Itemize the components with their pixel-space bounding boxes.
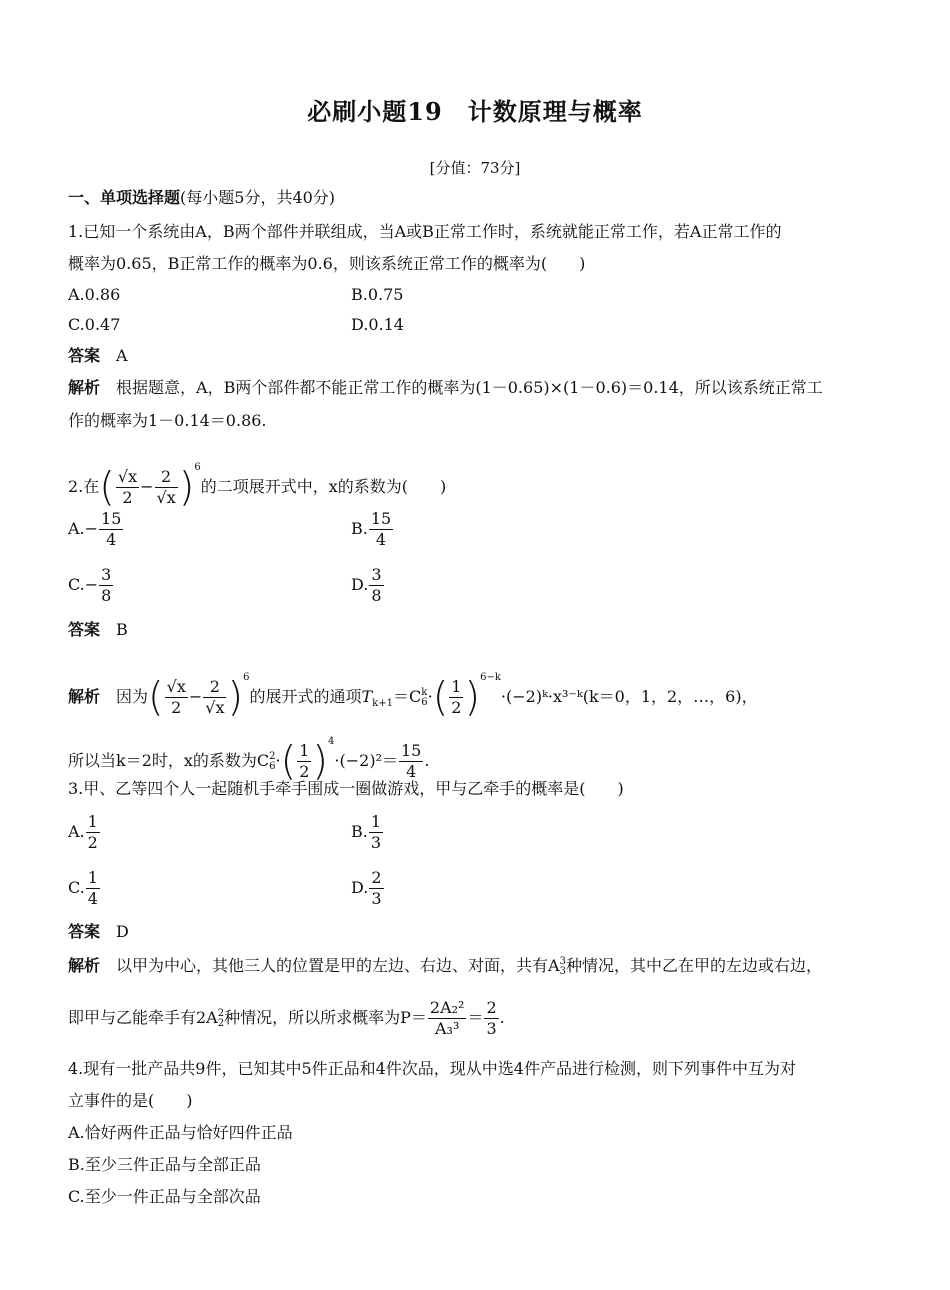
- option-label: D.: [351, 575, 369, 594]
- analysis-text: 以甲为中心，其他三人的位置是甲的左边、右边、对面，共有A: [116, 956, 560, 975]
- exponent: 6: [194, 462, 201, 473]
- numerator: 2A₂²: [429, 998, 465, 1017]
- exponent: 6: [243, 672, 250, 683]
- q4-stem-line1: 4.现有一批产品共9件，已知其中5件正品和4件次品，现从中选4件产品进行检测，则下列事件中互为对: [68, 1059, 796, 1078]
- q4-stem-line2: 立事件的是( ): [68, 1091, 193, 1110]
- denominator: 3: [486, 1019, 497, 1038]
- denominator: 3: [371, 889, 382, 908]
- q1-analysis-line2: 作的概率为1－0.14＝0.86.: [68, 411, 267, 430]
- denominator: A₃³: [434, 1019, 460, 1038]
- q2-option-a: [68, 506, 124, 552]
- q2-option-d: [351, 562, 385, 608]
- q3-analysis-line2: [68, 990, 505, 1046]
- numerator: 2: [486, 998, 497, 1017]
- q1-answer: [68, 345, 128, 367]
- fraction: [99, 565, 113, 606]
- q1-stem-line2: 概率为0.65，B正常工作的概率为0.6，则该系统正常工作的概率为( ): [68, 254, 586, 273]
- answer-value: D: [116, 922, 129, 941]
- answer-value: A: [116, 346, 128, 365]
- q1-analysis-line1: [68, 377, 823, 399]
- page-title: 必刷小题19 计数原理与概率: [307, 97, 643, 126]
- fraction: [484, 998, 498, 1039]
- analysis-text: 的展开式的通项: [249, 687, 362, 706]
- fraction: [369, 812, 383, 853]
- q4-option-b: B.至少三件正品与全部正品: [68, 1155, 261, 1174]
- subscript: 2: [217, 1017, 225, 1029]
- denominator: 4: [87, 889, 98, 908]
- q3-stem: 3.甲、乙等四个人一起随机手牵手围成一圈做游戏，甲与乙牵手的概率是( ): [68, 779, 624, 798]
- denominator: 2: [122, 488, 133, 507]
- term-symbol: T: [361, 687, 373, 706]
- right-paren: ): [464, 674, 481, 721]
- analysis-label: 解析: [68, 687, 101, 706]
- q3-option-d: [351, 865, 385, 911]
- option-label: A.: [68, 822, 85, 841]
- analysis-text: ·(−2)²＝: [334, 751, 398, 770]
- analysis-text: 种情况，其中乙在甲的左边或右边，: [565, 956, 822, 975]
- analysis-text: 根据题意，A，B两个部件都不能正常工作的概率为(1－0.65)×(1－0.6)＝0.14，所以该系统正常工: [116, 378, 823, 397]
- q2-suffix: 的二项展开式中，x的系数为( ): [200, 477, 447, 496]
- numerator: √x: [166, 677, 186, 696]
- analysis-text: 种情况，所以所求概率为P＝: [224, 1008, 427, 1027]
- analysis-text: 即甲与乙能牵手有2A: [68, 1008, 218, 1027]
- fraction: [99, 509, 123, 550]
- period: .: [424, 751, 430, 770]
- superscript: 2: [217, 1007, 225, 1019]
- option-label: B.: [351, 822, 368, 841]
- q3-analysis-line1: [68, 955, 822, 977]
- numerator: 2: [155, 467, 178, 488]
- exponent: 6−k: [480, 672, 501, 683]
- numerator: 3: [101, 565, 112, 584]
- q4-option-a: A.恰好两件正品与恰好四件正品: [68, 1123, 293, 1142]
- numerator: 15: [400, 741, 422, 760]
- numerator: 1: [87, 868, 98, 887]
- q2-stem: [68, 440, 447, 511]
- option-label: C.−: [68, 575, 99, 594]
- fraction: [369, 565, 383, 606]
- section-note: (每小题5分，共40分): [180, 188, 336, 207]
- answer-label: 答案: [68, 922, 101, 941]
- superscript: 3: [559, 955, 566, 967]
- q4-option-c: C.至少一件正品与全部次品: [68, 1187, 261, 1206]
- equals-sign: ＝: [467, 1008, 484, 1027]
- left-paren: (: [148, 674, 164, 721]
- superscript: k: [421, 686, 428, 698]
- fraction: [155, 467, 178, 508]
- q1-option-c: C.0.47: [68, 315, 121, 334]
- denominator: 4: [375, 530, 387, 549]
- option-label: A.−: [68, 519, 99, 538]
- fraction: [165, 677, 188, 718]
- q2-answer: [68, 619, 128, 641]
- numerator: 3: [371, 565, 382, 584]
- fraction: [297, 741, 311, 782]
- q3-option-b: [351, 809, 384, 855]
- answer-label: 答案: [68, 620, 101, 639]
- denominator: √x: [156, 488, 176, 507]
- right-paren: ): [227, 674, 244, 721]
- right-paren: ): [312, 738, 329, 785]
- exponent: 4: [328, 736, 335, 747]
- fraction: [369, 509, 393, 550]
- q2-prefix: 2.在: [68, 477, 100, 496]
- numerator: 15: [370, 509, 392, 528]
- numerator: 2: [203, 677, 226, 698]
- numerator: √x: [117, 467, 138, 486]
- fraction: [86, 868, 100, 909]
- denominator: √x: [205, 698, 225, 717]
- subscript: 3: [559, 965, 566, 977]
- numerator: 1: [370, 812, 382, 831]
- denominator: 8: [101, 586, 112, 605]
- period: .: [499, 1008, 505, 1027]
- q1-stem-line1: 1.已知一个系统由A，B两个部件并联组成，当A或B正常工作时，系统就能正常工作，若A正常工作的: [68, 222, 782, 241]
- section-heading: [68, 187, 335, 209]
- numerator: 15: [101, 509, 122, 528]
- denominator: 2: [171, 698, 182, 717]
- q3-option-a: [68, 809, 101, 855]
- minus-sign: −: [188, 687, 203, 706]
- option-label: B.: [351, 519, 368, 538]
- q2-analysis-line2: 所以当k＝2时，x的系数为C 2 6 ·( $\frac{1}{2}$ )$^4$·(−2)²＝ $\frac{15}{4}$ .: [68, 736, 430, 785]
- option-label: C.: [68, 878, 85, 897]
- numerator: 2: [371, 868, 382, 887]
- analysis-text: 因为: [116, 687, 149, 706]
- q1-option-d: D.0.14: [351, 315, 404, 334]
- analysis-text: ·(−2)ᵏ·x³⁻ᵏ(k＝0，1，2，…，6)，: [500, 687, 758, 706]
- q1-option-a: A.0.86: [68, 285, 121, 304]
- subscript: 6: [269, 760, 276, 772]
- denominator: 2: [299, 762, 310, 781]
- q2-analysis-line1: 解析 因为( $\frac{√x}{2}$ − $\frac{2}{√x}$ )$^6$的展开式的通项$T_{k+1}=C$ k 6 ·( $\frac{1}{2}$ )$^{6-k}$·(−2)ᵏ·x³⁻ᵏ(k＝0，1，2，…，6)，: [68, 672, 758, 721]
- option-label: D.: [351, 878, 369, 897]
- analysis-label: 解析: [68, 956, 101, 975]
- right-paren: ): [178, 464, 195, 511]
- left-paren: (: [280, 738, 297, 785]
- left-paren: (: [99, 464, 115, 511]
- fraction: [86, 812, 100, 853]
- denominator: 2: [451, 698, 462, 717]
- answer-value: B: [116, 620, 128, 639]
- subscript: 6: [421, 696, 428, 708]
- q3-option-c: [68, 865, 101, 911]
- score-label: [分值：73分]: [429, 159, 521, 177]
- answer-label: 答案: [68, 346, 101, 365]
- fraction: [369, 868, 383, 909]
- fraction: [203, 677, 226, 718]
- denominator: 3: [370, 833, 382, 852]
- numerator: 1: [451, 677, 462, 696]
- left-paren: (: [432, 674, 449, 721]
- denominator: 2: [87, 833, 98, 852]
- numerator: 1: [87, 812, 98, 831]
- fraction: [399, 741, 423, 782]
- minus-sign: −: [140, 477, 154, 496]
- analysis-label: 解析: [68, 378, 101, 397]
- subscript: k+1: [372, 698, 393, 710]
- q2-option-b: [351, 506, 394, 552]
- fraction: [449, 677, 463, 718]
- q1-option-b: B.0.75: [351, 285, 404, 304]
- numerator: 1: [299, 741, 310, 760]
- q2-option-c: [68, 562, 114, 608]
- superscript: 2: [269, 750, 276, 762]
- analysis-text: 所以当k＝2时，x的系数为C: [68, 751, 270, 770]
- denominator: 4: [406, 762, 417, 781]
- denominator: 4: [106, 530, 117, 549]
- denominator: 8: [371, 586, 382, 605]
- analysis-text: ＝C: [392, 687, 422, 706]
- q3-answer: [68, 921, 129, 943]
- fraction: [428, 998, 467, 1039]
- section-title: 一、单项选择题: [68, 188, 181, 207]
- fraction: [116, 467, 139, 508]
